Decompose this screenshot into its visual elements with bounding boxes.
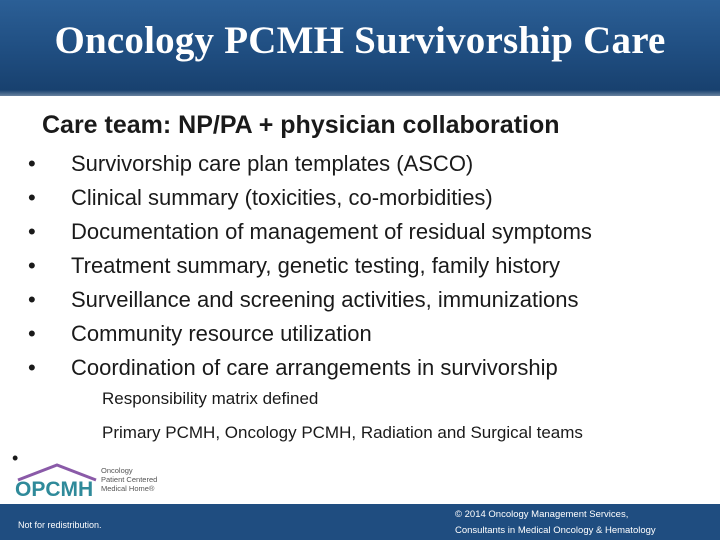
bullet-list: [28, 148, 592, 386]
bullet-item: • Surveillance and screening activities, immunizations: [28, 284, 592, 318]
bullet-dot: •: [28, 287, 36, 312]
sub-bullet-item: Primary PCMH, Oncology PCMH, Radiation and Surgical teams: [102, 423, 583, 442]
title-banner: [0, 0, 720, 96]
bullet-item: • Documentation of management of residual symptoms: [28, 216, 592, 250]
footer-bar: [0, 504, 720, 540]
empty-bullet-dot: •: [12, 448, 19, 468]
bullet-item: • Coordination of care arrangements in survivorship: [28, 352, 592, 386]
bullet-item: • Survivorship care plan templates (ASCO): [28, 148, 592, 182]
footer-copyright: © 2014 Oncology Management Services, Consultants in Medical Oncology & Hematology: [455, 509, 656, 536]
bullet-dot: •: [28, 253, 36, 278]
bullet-dot: •: [28, 355, 36, 380]
slide-title: Oncology PCMH Survivorship Care: [54, 19, 666, 62]
bullet-dot: •: [28, 219, 36, 244]
bullet-item: • Treatment summary, genetic testing, family history: [28, 250, 592, 284]
bullet-dot: •: [28, 151, 36, 176]
sub-bullet-item: Responsibility matrix defined: [102, 389, 319, 408]
bullet-item: • Clinical summary (toxicities, co-morbidities): [28, 182, 592, 216]
subheading: Care team: NP/PA + physician collaboration: [42, 111, 560, 139]
bullet-dot: •: [28, 321, 36, 346]
bullet-dot: •: [28, 185, 36, 210]
logo-caption: Oncology Patient Centered Medical Home®: [101, 466, 158, 493]
bullet-item: • Community resource utilization: [28, 318, 592, 352]
footer-notice: Not for redistribution.: [18, 520, 102, 530]
logo-wordmark: OPCMH: [15, 478, 94, 501]
